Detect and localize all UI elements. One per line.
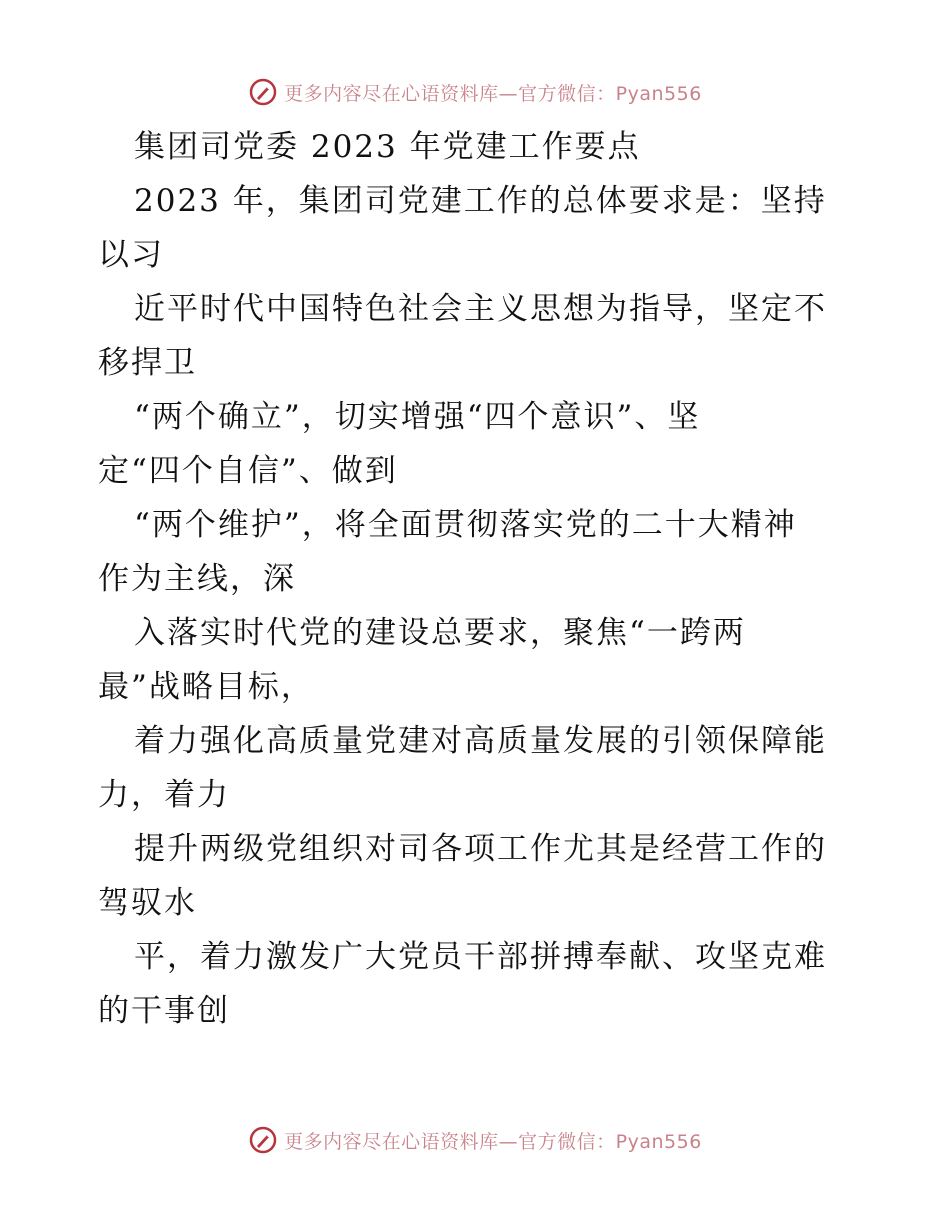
paragraph-line: 平，着力激发广大党员干部拼搏奉献、攻坚克难	[134, 939, 827, 975]
paragraph-line: 以习	[98, 237, 164, 273]
watermark-header	[0, 72, 950, 112]
paragraph-line: 移捍卫	[98, 345, 197, 381]
watermark-footer	[0, 1120, 950, 1160]
watermark-text: 更多内容尽在心语资料库—官方微信：Pyan556	[284, 1130, 702, 1153]
paragraph-line: 力，着力	[98, 777, 230, 813]
paragraph-line: 近平时代中国特色社会主义思想为指导，坚定不	[134, 291, 827, 327]
document-title: 集团司党委 2023 年党建工作要点	[134, 129, 641, 165]
paragraph-line: 2023 年，集团司党建工作的总体要求是：坚持	[134, 183, 827, 219]
paragraph-line: “两个维护”，将全面贯彻落实党的二十大精神	[134, 507, 797, 543]
paragraph-line: 最”战略目标，	[98, 669, 314, 705]
document-body	[98, 120, 858, 1038]
paragraph-line: 入落实时代党的建设总要求，聚焦“一跨两	[134, 615, 746, 651]
paragraph-line: 驾驭水	[98, 885, 197, 921]
pen-logo-icon	[248, 77, 278, 107]
paragraph-line: 作为主线，深	[98, 561, 296, 597]
paragraph-line: 定“四个自信”、做到	[98, 453, 398, 489]
pen-logo-icon	[248, 1125, 278, 1155]
paragraph-line: 的干事创	[98, 993, 230, 1029]
paragraph-line: 提升两级党组织对司各项工作尤其是经营工作的	[134, 831, 827, 867]
paragraph-line: “两个确立”，切实增强“四个意识”、坚	[134, 399, 701, 435]
paragraph-line: 着力强化高质量党建对高质量发展的引领保障能	[134, 723, 827, 759]
watermark-text: 更多内容尽在心语资料库—官方微信：Pyan556	[284, 82, 702, 105]
